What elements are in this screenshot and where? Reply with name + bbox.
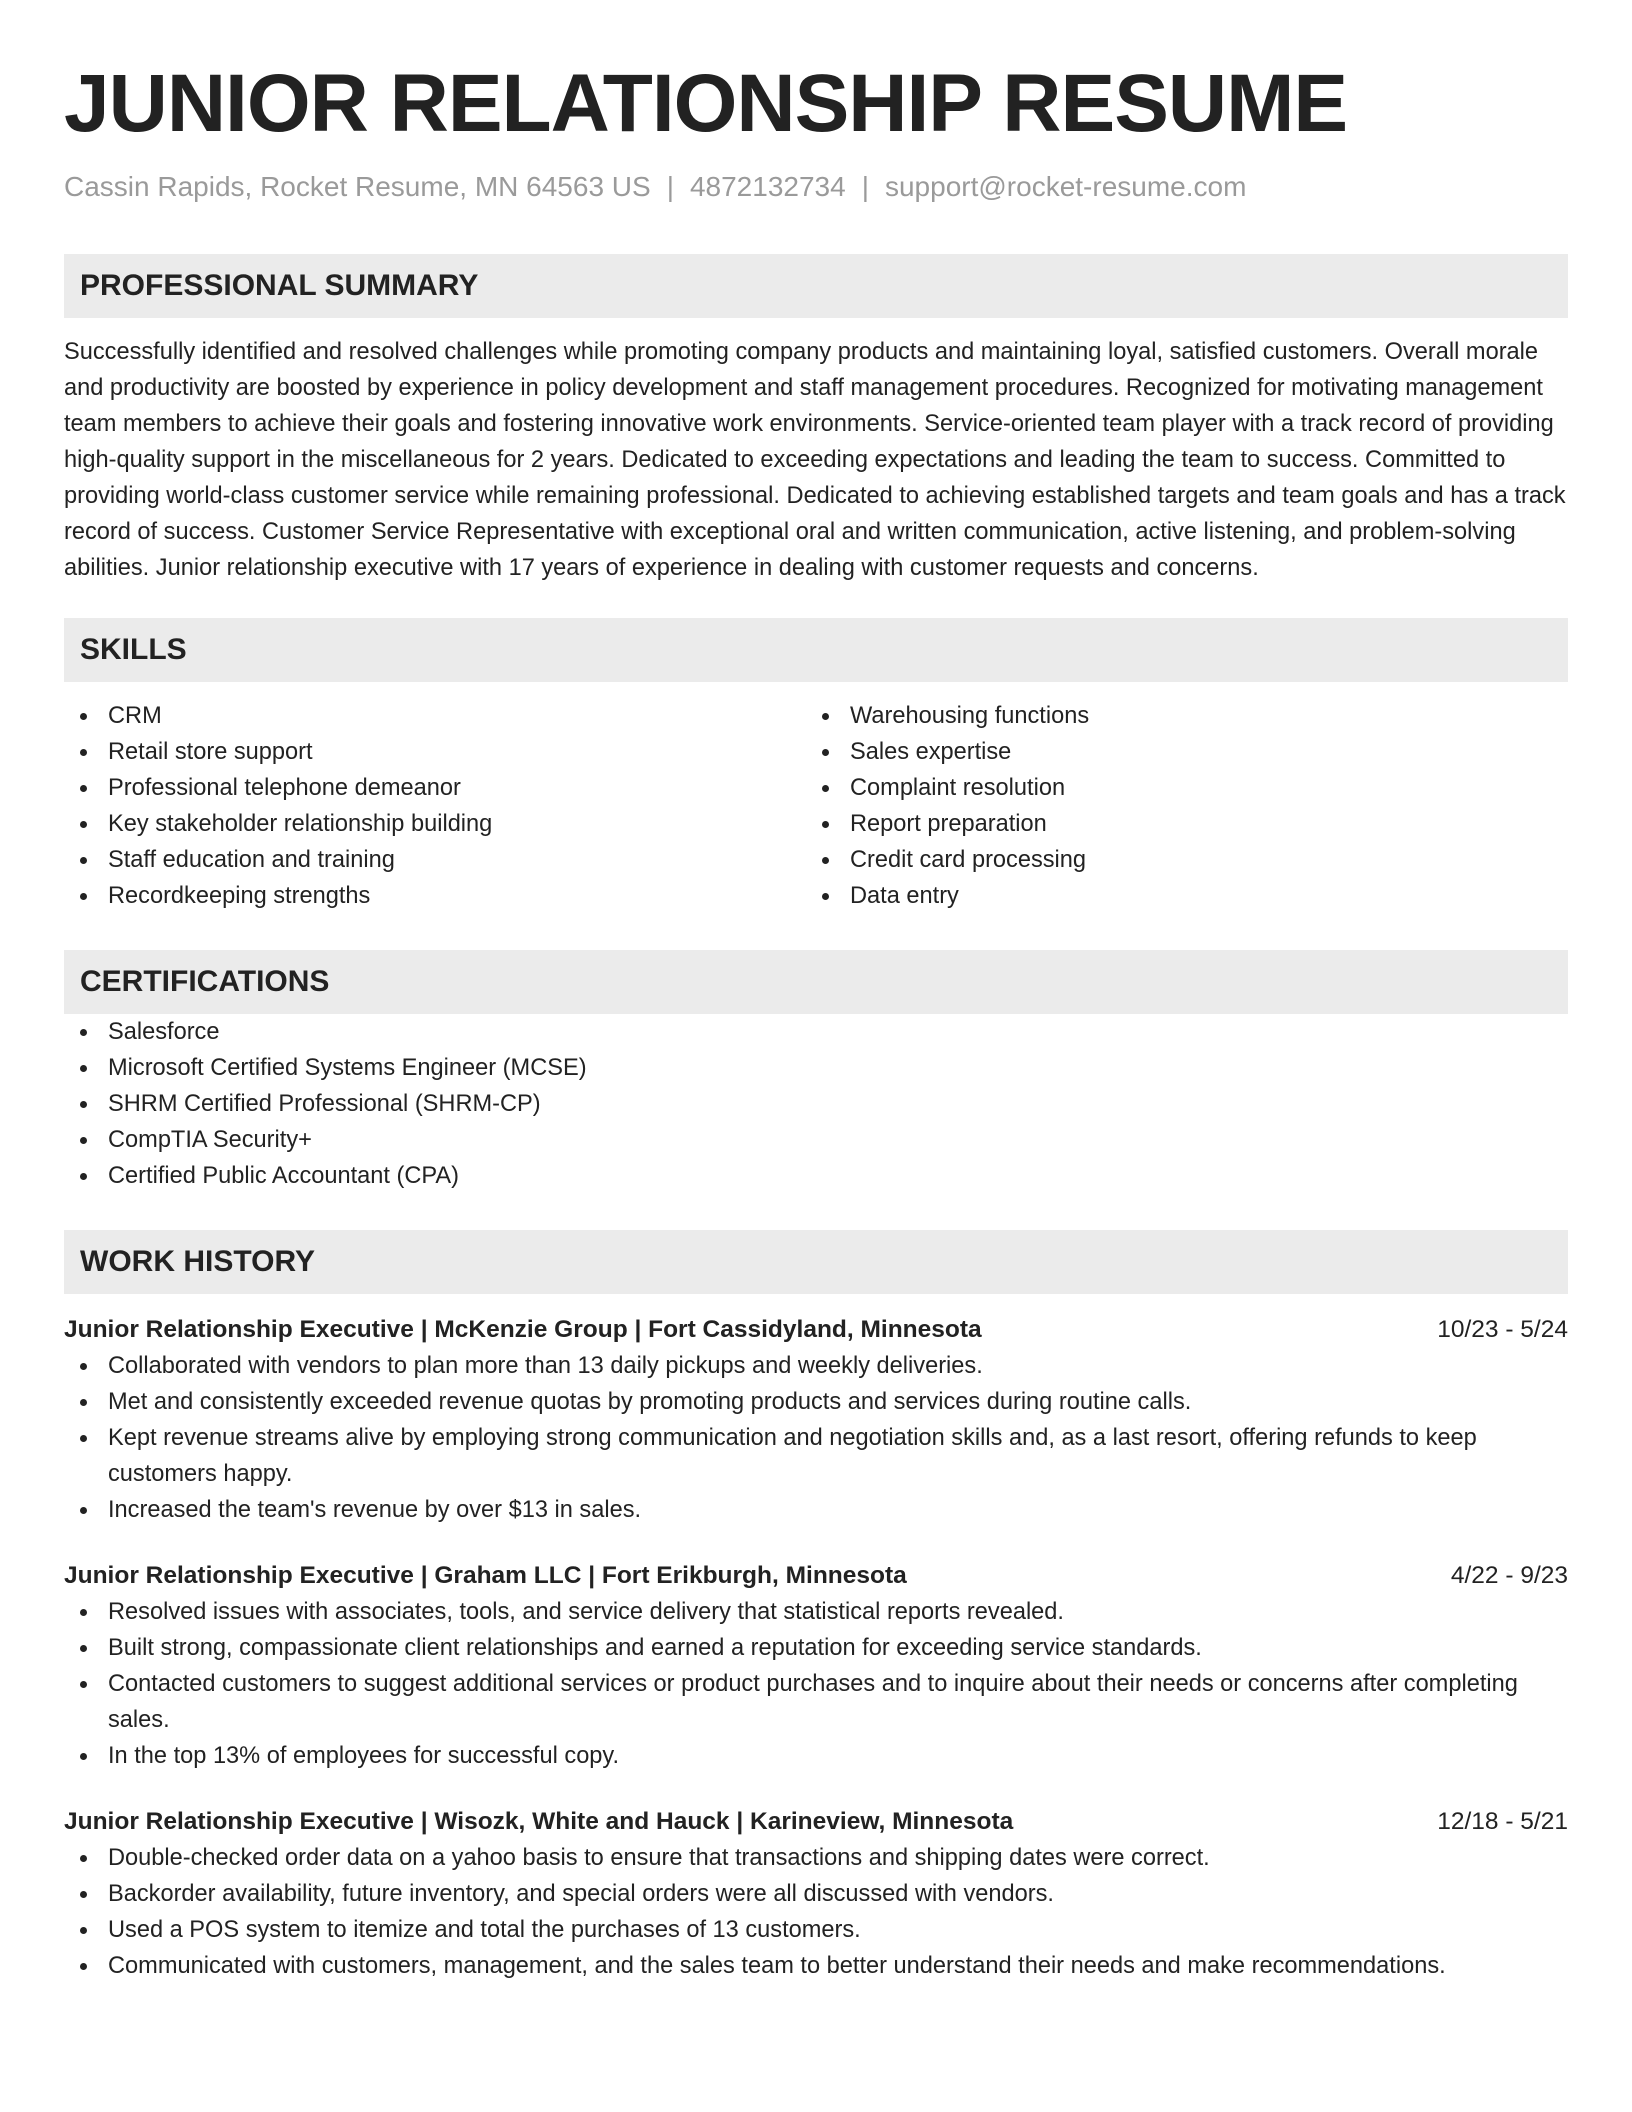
contact-line [64,170,1568,204]
list-item-text: Microsoft Certified Systems Engineer (MCSE) [108,1055,587,1081]
bullet-icon [80,1029,87,1036]
list-item-text: Retail store support [108,739,313,765]
bullet-icon [822,821,829,828]
bullet-icon [80,1101,87,1108]
skills-right-column [806,698,1548,914]
list-item [64,1348,1568,1384]
list-item [64,770,806,806]
contact-email[interactable]: support@rocket-resume.com [884,171,1247,202]
list-item [64,1948,1568,1984]
contact-address: Cassin Rapids, Rocket Resume, MN 64563 US [64,171,651,202]
list-item [64,1086,1568,1122]
list-item-text: Contacted customers to suggest additional services or product purchases and to inquire about their needs or concerns after completing sales. [108,1671,1518,1733]
bullet-icon [80,893,87,900]
list-item [64,1420,1568,1492]
skills-columns [64,698,1568,914]
list-item-text: Salesforce [108,1019,220,1045]
list-item [64,1384,1568,1420]
list-item [64,1014,1568,1050]
list-item [64,1738,1568,1774]
job-entry [64,1312,1568,1528]
job-dates: 4/22 - 9/23 [1450,1562,1568,1589]
contact-separator: | [666,171,674,202]
list-item-text: Report preparation [850,811,1047,837]
list-item-text: Double-checked order data on a yahoo basis to ensure that transactions and shipping dates were correct. [108,1845,1210,1871]
bullet-icon [822,713,829,720]
job-title: Junior Relationship Executive | McKenzie Group | Fort Cassidyland, Minnesota [64,1316,982,1343]
list-item [64,1840,1568,1876]
bullet-icon [80,1363,87,1370]
bullet-icon [80,1927,87,1934]
list-item [64,1666,1568,1738]
list-item-text: Communicated with customers, management, and the sales team to better understand their needs and make recommendations. [108,1953,1446,1979]
list-item [64,734,806,770]
work-history-list [64,1312,1568,1984]
contact-phone[interactable]: 4872132734 [689,171,846,202]
certifications-heading: CERTIFICATIONS [64,950,1568,1014]
list-item [64,1492,1568,1528]
list-item-text: Certified Public Accountant (CPA) [108,1163,460,1189]
summary-text: Successfully identified and resolved challenges while promoting company products and maintaining loyal, satisfied customers. Overall morale and productivity are boosted by experience in policy development and staff management procedures. Recognized for motivating management team members to achieve their goals and fostering innovative work environments. Service-oriented team player with a track record of providing high-quality support in the miscellaneous for 2 years. Dedicated to exceeding expectations and leading the team to success. Committed to providing world-class customer service while remaining professional. Dedicated to achieving established targets and team goals and has a track record of success. Customer Service Representative with exceptional oral and written communication, active listening, and problem-solving abilities. Junior relationship executive with 17 years of experience in dealing with customer requests and concerns. [64,339,1566,581]
list-item [64,1630,1568,1666]
bullet-icon [80,1609,87,1616]
list-item-text: Credit card processing [850,847,1087,873]
job-dates: 10/23 - 5/24 [1437,1316,1568,1343]
list-item [64,806,806,842]
bullet-icon [80,857,87,864]
list-item-text: SHRM Certified Professional (SHRM-CP) [108,1091,541,1117]
skills-left-column [64,698,806,914]
skills-right-list [806,698,1548,914]
bullet-icon [80,821,87,828]
job-header [64,1558,1568,1594]
summary-heading: PROFESSIONAL SUMMARY [64,254,1568,318]
bullet-icon [80,1507,87,1514]
list-item [64,878,806,914]
bullet-icon [80,1137,87,1144]
list-item [64,1050,1568,1086]
bullet-icon [80,1753,87,1760]
bullet-icon [80,785,87,792]
list-item [806,734,1548,770]
list-item [806,842,1548,878]
job-dates: 12/18 - 5/21 [1437,1808,1568,1835]
bullet-icon [80,713,87,720]
bullet-icon [80,1399,87,1406]
list-item [806,698,1548,734]
certifications-list [64,1014,1568,1194]
bullet-icon [822,749,829,756]
list-item [64,698,806,734]
list-item [64,1122,1568,1158]
bullet-icon [80,1065,87,1072]
list-item [806,806,1548,842]
bullet-icon [80,1645,87,1652]
list-item-text: Staff education and training [108,847,395,873]
bullet-icon [80,1681,87,1688]
list-item-text: CRM [108,703,162,729]
resume-title: JUNIOR RELATIONSHIP RESUME [64,58,1348,149]
list-item-text: Used a POS system to itemize and total the purchases of 13 customers. [108,1917,861,1943]
job-header [64,1804,1568,1840]
list-item-text: Warehousing functions [850,703,1090,729]
bullet-icon [822,785,829,792]
list-item [64,1158,1568,1194]
list-item-text: Backorder availability, future inventory, and special orders were all discussed with vendors. [108,1881,1054,1907]
list-item-text: Key stakeholder relationship building [108,811,493,837]
work-history-heading: WORK HISTORY [64,1230,1568,1294]
list-item-text: Data entry [850,883,959,909]
resume-page [64,56,1568,1984]
job-entry [64,1558,1568,1774]
list-item-text: CompTIA Security+ [108,1127,312,1153]
list-item-text: Recordkeeping strengths [108,883,371,909]
bullet-icon [80,1855,87,1862]
list-item [64,842,806,878]
bullet-icon [822,857,829,864]
skills-heading: SKILLS [64,618,1568,682]
list-item [64,1594,1568,1630]
list-item [64,1876,1568,1912]
list-item-text: Increased the team's revenue by over $13 in sales. [108,1497,642,1523]
list-item-text: Sales expertise [850,739,1012,765]
list-item-text: Met and consistently exceeded revenue quotas by promoting products and services during routine calls. [108,1389,1192,1415]
job-bullets [64,1348,1568,1528]
job-title: Junior Relationship Executive | Wisozk, White and Hauck | Karineview, Minnesota [64,1808,1014,1835]
job-entry [64,1804,1568,1984]
list-item [64,1912,1568,1948]
bullet-icon [80,1435,87,1442]
job-bullets [64,1594,1568,1774]
list-item-text: Built strong, compassionate client relationships and earned a reputation for exceeding service standards. [108,1635,1202,1661]
list-item-text: Complaint resolution [850,775,1066,801]
bullet-icon [80,1891,87,1898]
skills-left-list [64,698,806,914]
list-item-text: Kept revenue streams alive by employing strong communication and negotiation skills and, as a last resort, offering refunds to keep customers happy. [108,1425,1477,1487]
bullet-icon [822,893,829,900]
list-item-text: In the top 13% of employees for successful copy. [108,1743,620,1769]
job-title: Junior Relationship Executive | Graham LLC | Fort Erikburgh, Minnesota [64,1562,907,1589]
list-item [806,770,1548,806]
list-item [806,878,1548,914]
list-item-text: Resolved issues with associates, tools, and service delivery that statistical reports revealed. [108,1599,1064,1625]
bullet-icon [80,1173,87,1180]
bullet-icon [80,749,87,756]
list-item-text: Collaborated with vendors to plan more than 13 daily pickups and weekly deliveries. [108,1353,983,1379]
list-item-text: Professional telephone demeanor [108,775,461,801]
contact-separator: | [861,171,869,202]
job-bullets [64,1840,1568,1984]
job-header [64,1312,1568,1348]
bullet-icon [80,1963,87,1970]
